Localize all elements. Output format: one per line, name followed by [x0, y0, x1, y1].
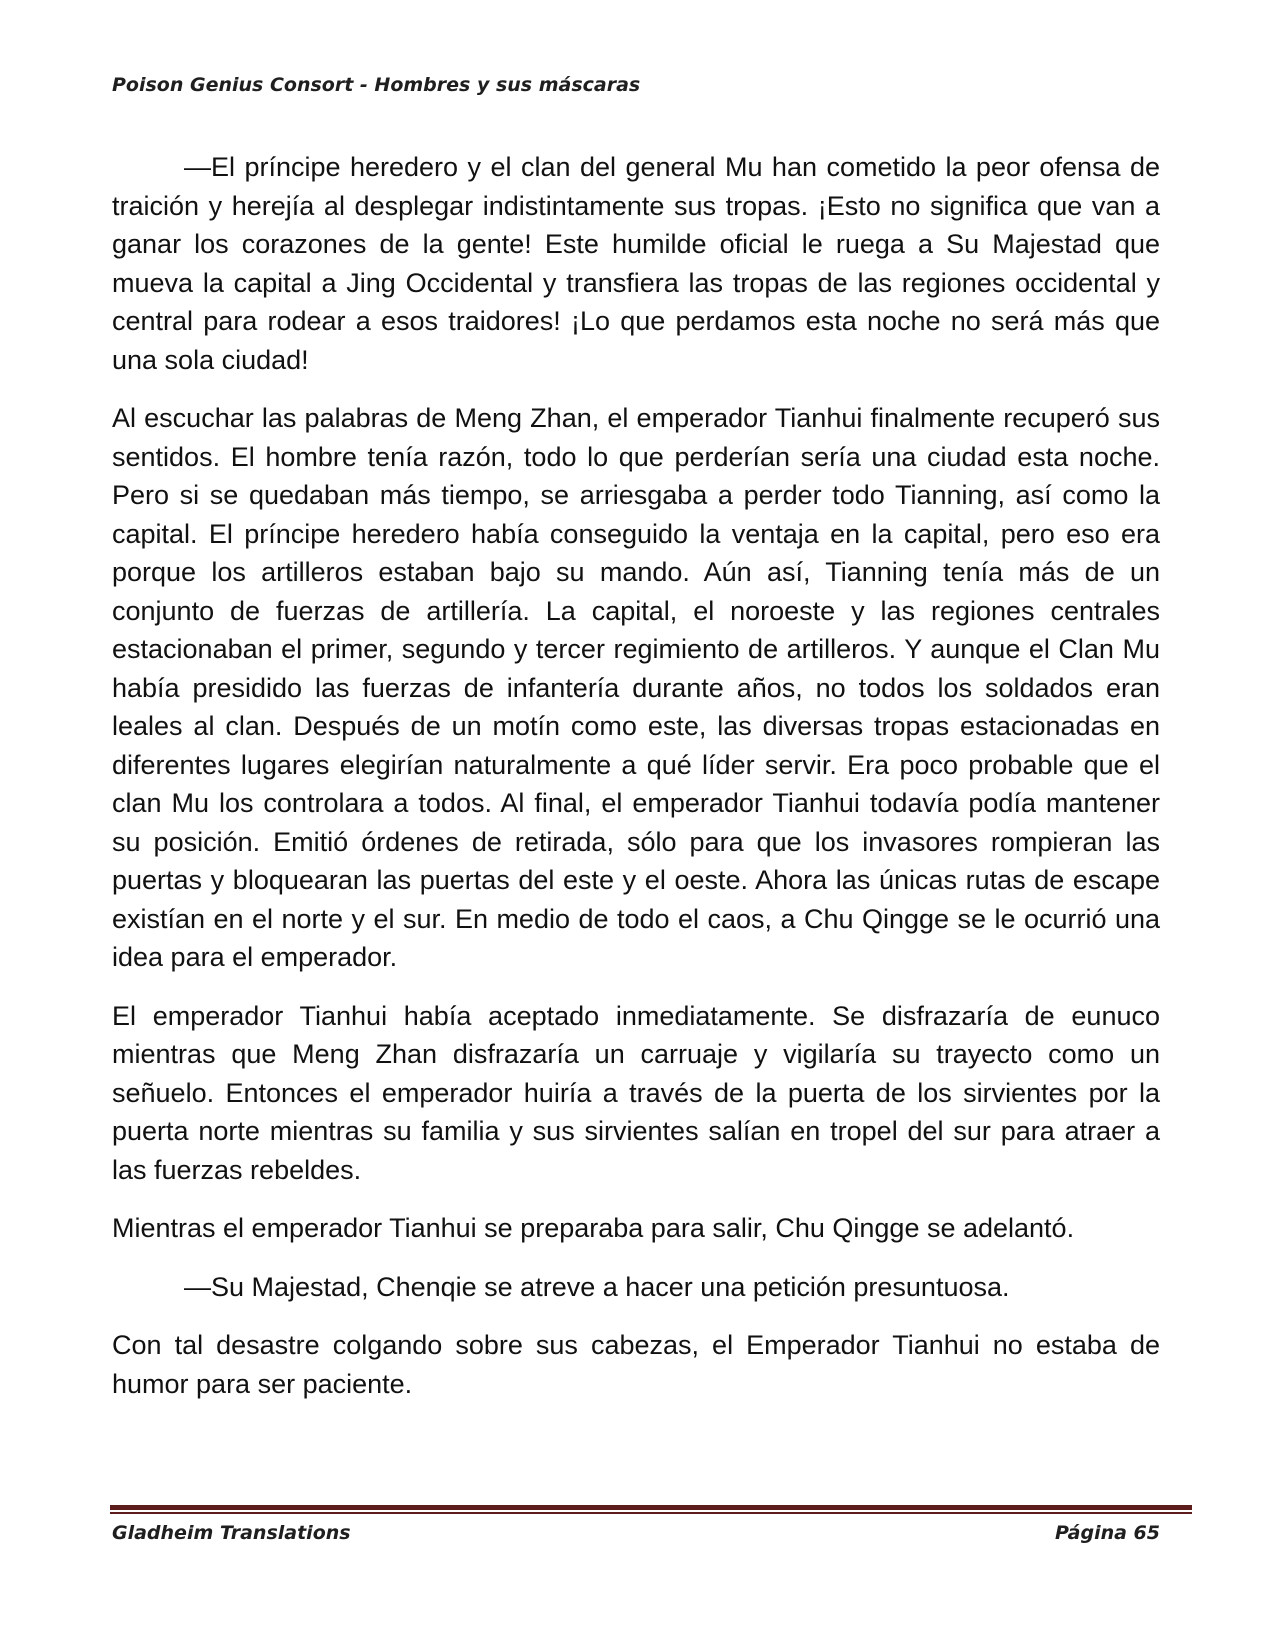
page-header-title: Poison Genius Consort - Hombres y sus máscaras	[112, 74, 641, 96]
paragraph: Al escuchar las palabras de Meng Zhan, el emperador Tianhui finalmente recuperó sus sentidos. El hombre tenía razón, todo lo que perderían sería una ciudad esta noche. Pero si se quedaban más tiempo, se arriesgaba a perder todo Tianning, así como la capital. El príncipe heredero había conseguido la ventaja en la capital, pero eso era porque los artilleros estaban bajo su mando. Aún así, Tianning tenía más de un conjunto de fuerzas de artillería. La capital, el noroeste y las regiones centrales estacionaban el primer, segundo y tercer regimiento de artilleros. Y aunque el Clan Mu había presidido las fuerzas de infantería durante años, no todos los soldados eran leales al clan. Después de un motín como este, las diversas tropas estacionadas en diferentes lugares elegirían naturalmente a qué líder servir. Era poco probable que el clan Mu los controlara a todos. Al final, el emperador Tianhui todavía podía mantener su posición. Emitió órdenes de retirada, sólo para que los invasores rompieran las puertas y bloquearan las puertas del este y el oeste. Ahora las únicas rutas de escape existían en el norte y el sur. En medio de todo el caos, a Chu Qingge se le ocurrió una idea para el emperador.	[112, 403, 1160, 972]
footer-page-number: Página 65	[1054, 1522, 1160, 1544]
paragraph: Con tal desastre colgando sobre sus cabezas, el Emperador Tianhui no estaba de humor para ser paciente.	[112, 1330, 1160, 1399]
paragraph-dialogue: —Su Majestad, Chenqie se atreve a hacer una petición presuntuosa.	[184, 1271, 1010, 1302]
footer-publisher: Gladheim Translations	[112, 1522, 351, 1544]
document-body	[112, 148, 1160, 1423]
paragraph: El emperador Tianhui había aceptado inmediatamente. Se disfrazaría de eunuco mientras que Meng Zhan disfrazaría un carruaje y vigilaría su trayecto como un señuelo. Entonces el emperador huiría a través de la puerta de los sirvientes por la puerta norte mientras su familia y sus sirvientes salían en tropel del sur para atraer a las fuerzas rebeldes.	[112, 1000, 1160, 1185]
paragraph: Mientras el emperador Tianhui se preparaba para salir, Chu Qingge se adelantó.	[112, 1213, 1075, 1243]
footer-rule-thick	[110, 1505, 1192, 1510]
paragraph-dialogue: —El príncipe heredero y el clan del general Mu han cometido la peor ofensa de traición y herejía al desplegar indistintamente sus tropas. ¡Esto no significa que van a ganar los corazones de la gente! Este humilde oficial le ruega a Su Majestad que mueva la capital a Jing Occidental y transfiera las tropas de las regiones occidental y central para rodear a esos traidores! ¡Lo que perdamos esta noche no será más que una sola ciudad!	[112, 152, 1160, 375]
footer-rule-thin	[110, 1512, 1192, 1514]
